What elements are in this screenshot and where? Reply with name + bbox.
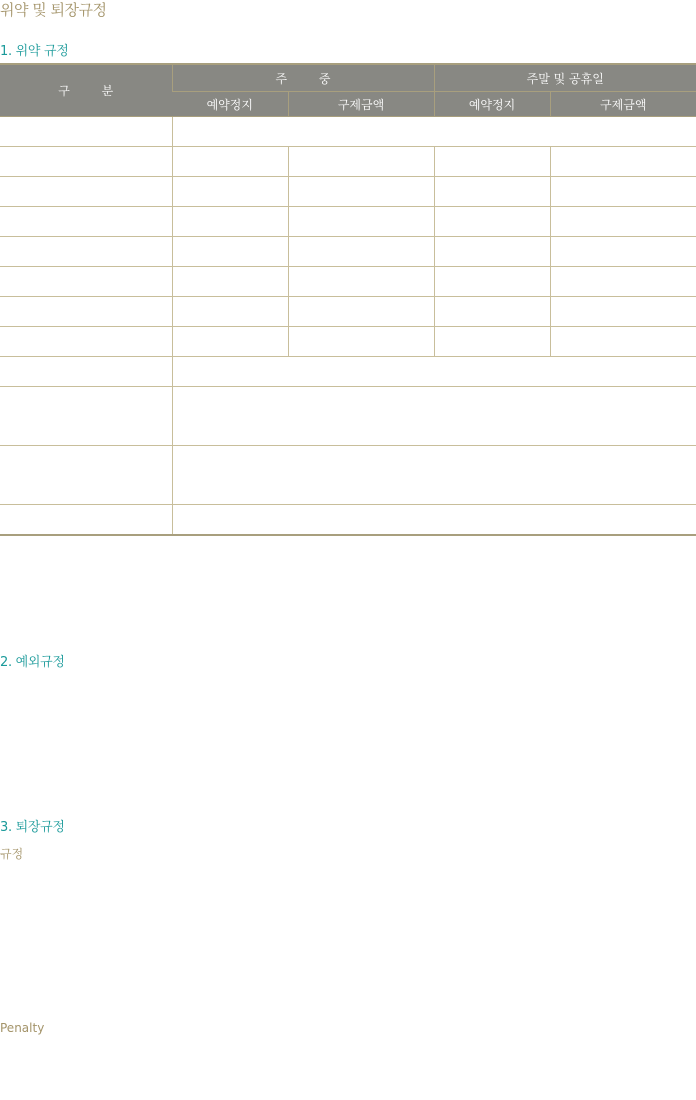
table-cell (0, 387, 172, 446)
page-title: 위약 및 퇴장규정 (0, 1, 107, 19)
subheader-weekend-suspension: 예약정지 (434, 92, 550, 117)
table-row (0, 267, 696, 297)
table-cell (434, 297, 550, 327)
table-cell (0, 267, 172, 297)
table-cell (288, 237, 434, 267)
table-cell (434, 177, 550, 207)
subheader-weekday-suspension: 예약정지 (172, 92, 288, 117)
table-cell (172, 505, 696, 536)
table-cell (172, 177, 288, 207)
subheader-weekend-relief-amount: 구제금액 (550, 92, 696, 117)
table-row (0, 357, 696, 387)
table-cell (0, 207, 172, 237)
table-cell (434, 147, 550, 177)
table-cell (288, 207, 434, 237)
table-cell (0, 505, 172, 536)
table-cell (172, 387, 696, 446)
table-cell (0, 446, 172, 505)
table-cell (288, 267, 434, 297)
table-cell (172, 297, 288, 327)
table-cell (0, 147, 172, 177)
table-cell (172, 327, 288, 357)
table-row (0, 327, 696, 357)
table-cell (434, 327, 550, 357)
section-exception-title: 2. 예외규정 (0, 655, 65, 670)
table-cell (0, 327, 172, 357)
table-cell (288, 327, 434, 357)
table-cell (172, 147, 288, 177)
table-cell (550, 267, 696, 297)
table-row (0, 237, 696, 267)
table-cell (550, 207, 696, 237)
table-cell (550, 297, 696, 327)
exit-rules-label: 규정 (0, 847, 24, 861)
section-exit-title: 3. 퇴장규정 (0, 820, 65, 835)
table-cell (288, 177, 434, 207)
table-cell (288, 297, 434, 327)
header-category: 구 분 (0, 64, 172, 117)
table-row (0, 387, 696, 446)
table-row (0, 297, 696, 327)
table-row (0, 117, 696, 147)
header-weekday: 주 중 (172, 64, 434, 92)
table-cell (434, 207, 550, 237)
table-row (0, 177, 696, 207)
table-cell (550, 237, 696, 267)
table-cell (172, 207, 288, 237)
table-cell (172, 446, 696, 505)
table-cell (0, 237, 172, 267)
table-cell (172, 267, 288, 297)
table-cell (550, 147, 696, 177)
table-cell (434, 237, 550, 267)
table-cell (0, 357, 172, 387)
table-row (0, 505, 696, 536)
table-cell (0, 297, 172, 327)
table-cell (172, 237, 288, 267)
table-row (0, 207, 696, 237)
table-cell (0, 117, 172, 147)
table-cell (550, 177, 696, 207)
table-row (0, 147, 696, 177)
penalty-footer-label: Penalty (0, 1021, 45, 1035)
table-cell (0, 177, 172, 207)
subheader-weekday-relief-amount: 구제금액 (288, 92, 434, 117)
table-header-row (0, 64, 696, 92)
table-cell (550, 327, 696, 357)
header-weekend-holiday: 주말 및 공휴일 (434, 64, 696, 92)
table-cell (434, 267, 550, 297)
table-row (0, 446, 696, 505)
section-penalty-title: 1. 위약 규정 (0, 44, 69, 59)
table-cell (288, 147, 434, 177)
table-cell (172, 117, 696, 147)
penalty-table (0, 63, 696, 536)
table-cell (172, 357, 696, 387)
